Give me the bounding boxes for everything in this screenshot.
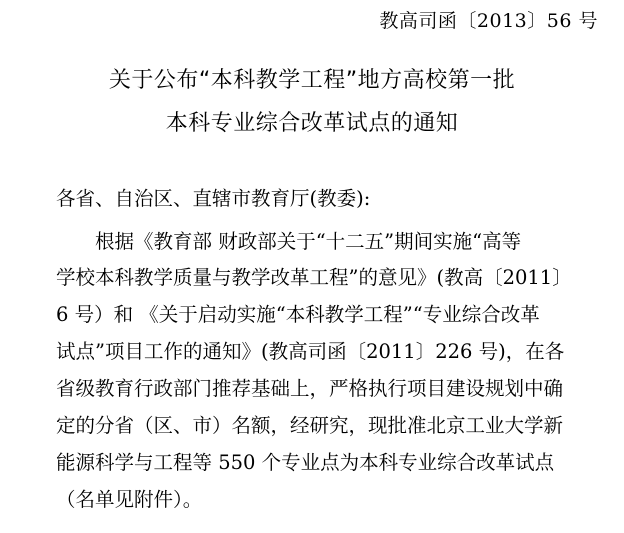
body-line: 定的分省（区、市）名额，经研究，现批准北京工业大学新 (56, 414, 564, 437)
body-line: 学校本科教学质量与教学改革工程”的意见》(教高〔2011〕 (56, 266, 572, 289)
body-line: 试点”项目工作的通知》(教高司函〔2011〕226 号)，在各 (56, 340, 565, 363)
document-title-line-1: 关于公布“本科教学工程”地方高校第一批 (108, 68, 516, 93)
body-line: （名单见附件）。 (56, 488, 203, 511)
body-line: 6 号）和 《关于启动实施“本科教学工程”“专业综合改革 (56, 303, 540, 326)
document-title-line-2: 本科专业综合改革试点的通知 (165, 111, 459, 136)
body-line: 根据《教育部 财政部关于“十二五”期间实施“高等 (95, 230, 522, 253)
salutation: 各省、自治区、直辖市教育厅(教委): (56, 187, 371, 210)
document-number: 教高司函〔2013〕56 号 (379, 10, 598, 32)
body-line: 省级教育行政部门推荐基础上，严格执行项目建设规划中确 (56, 377, 564, 400)
body-line: 能源科学与工程等 550 个专业点为本科专业综合改革试点 (56, 451, 555, 474)
